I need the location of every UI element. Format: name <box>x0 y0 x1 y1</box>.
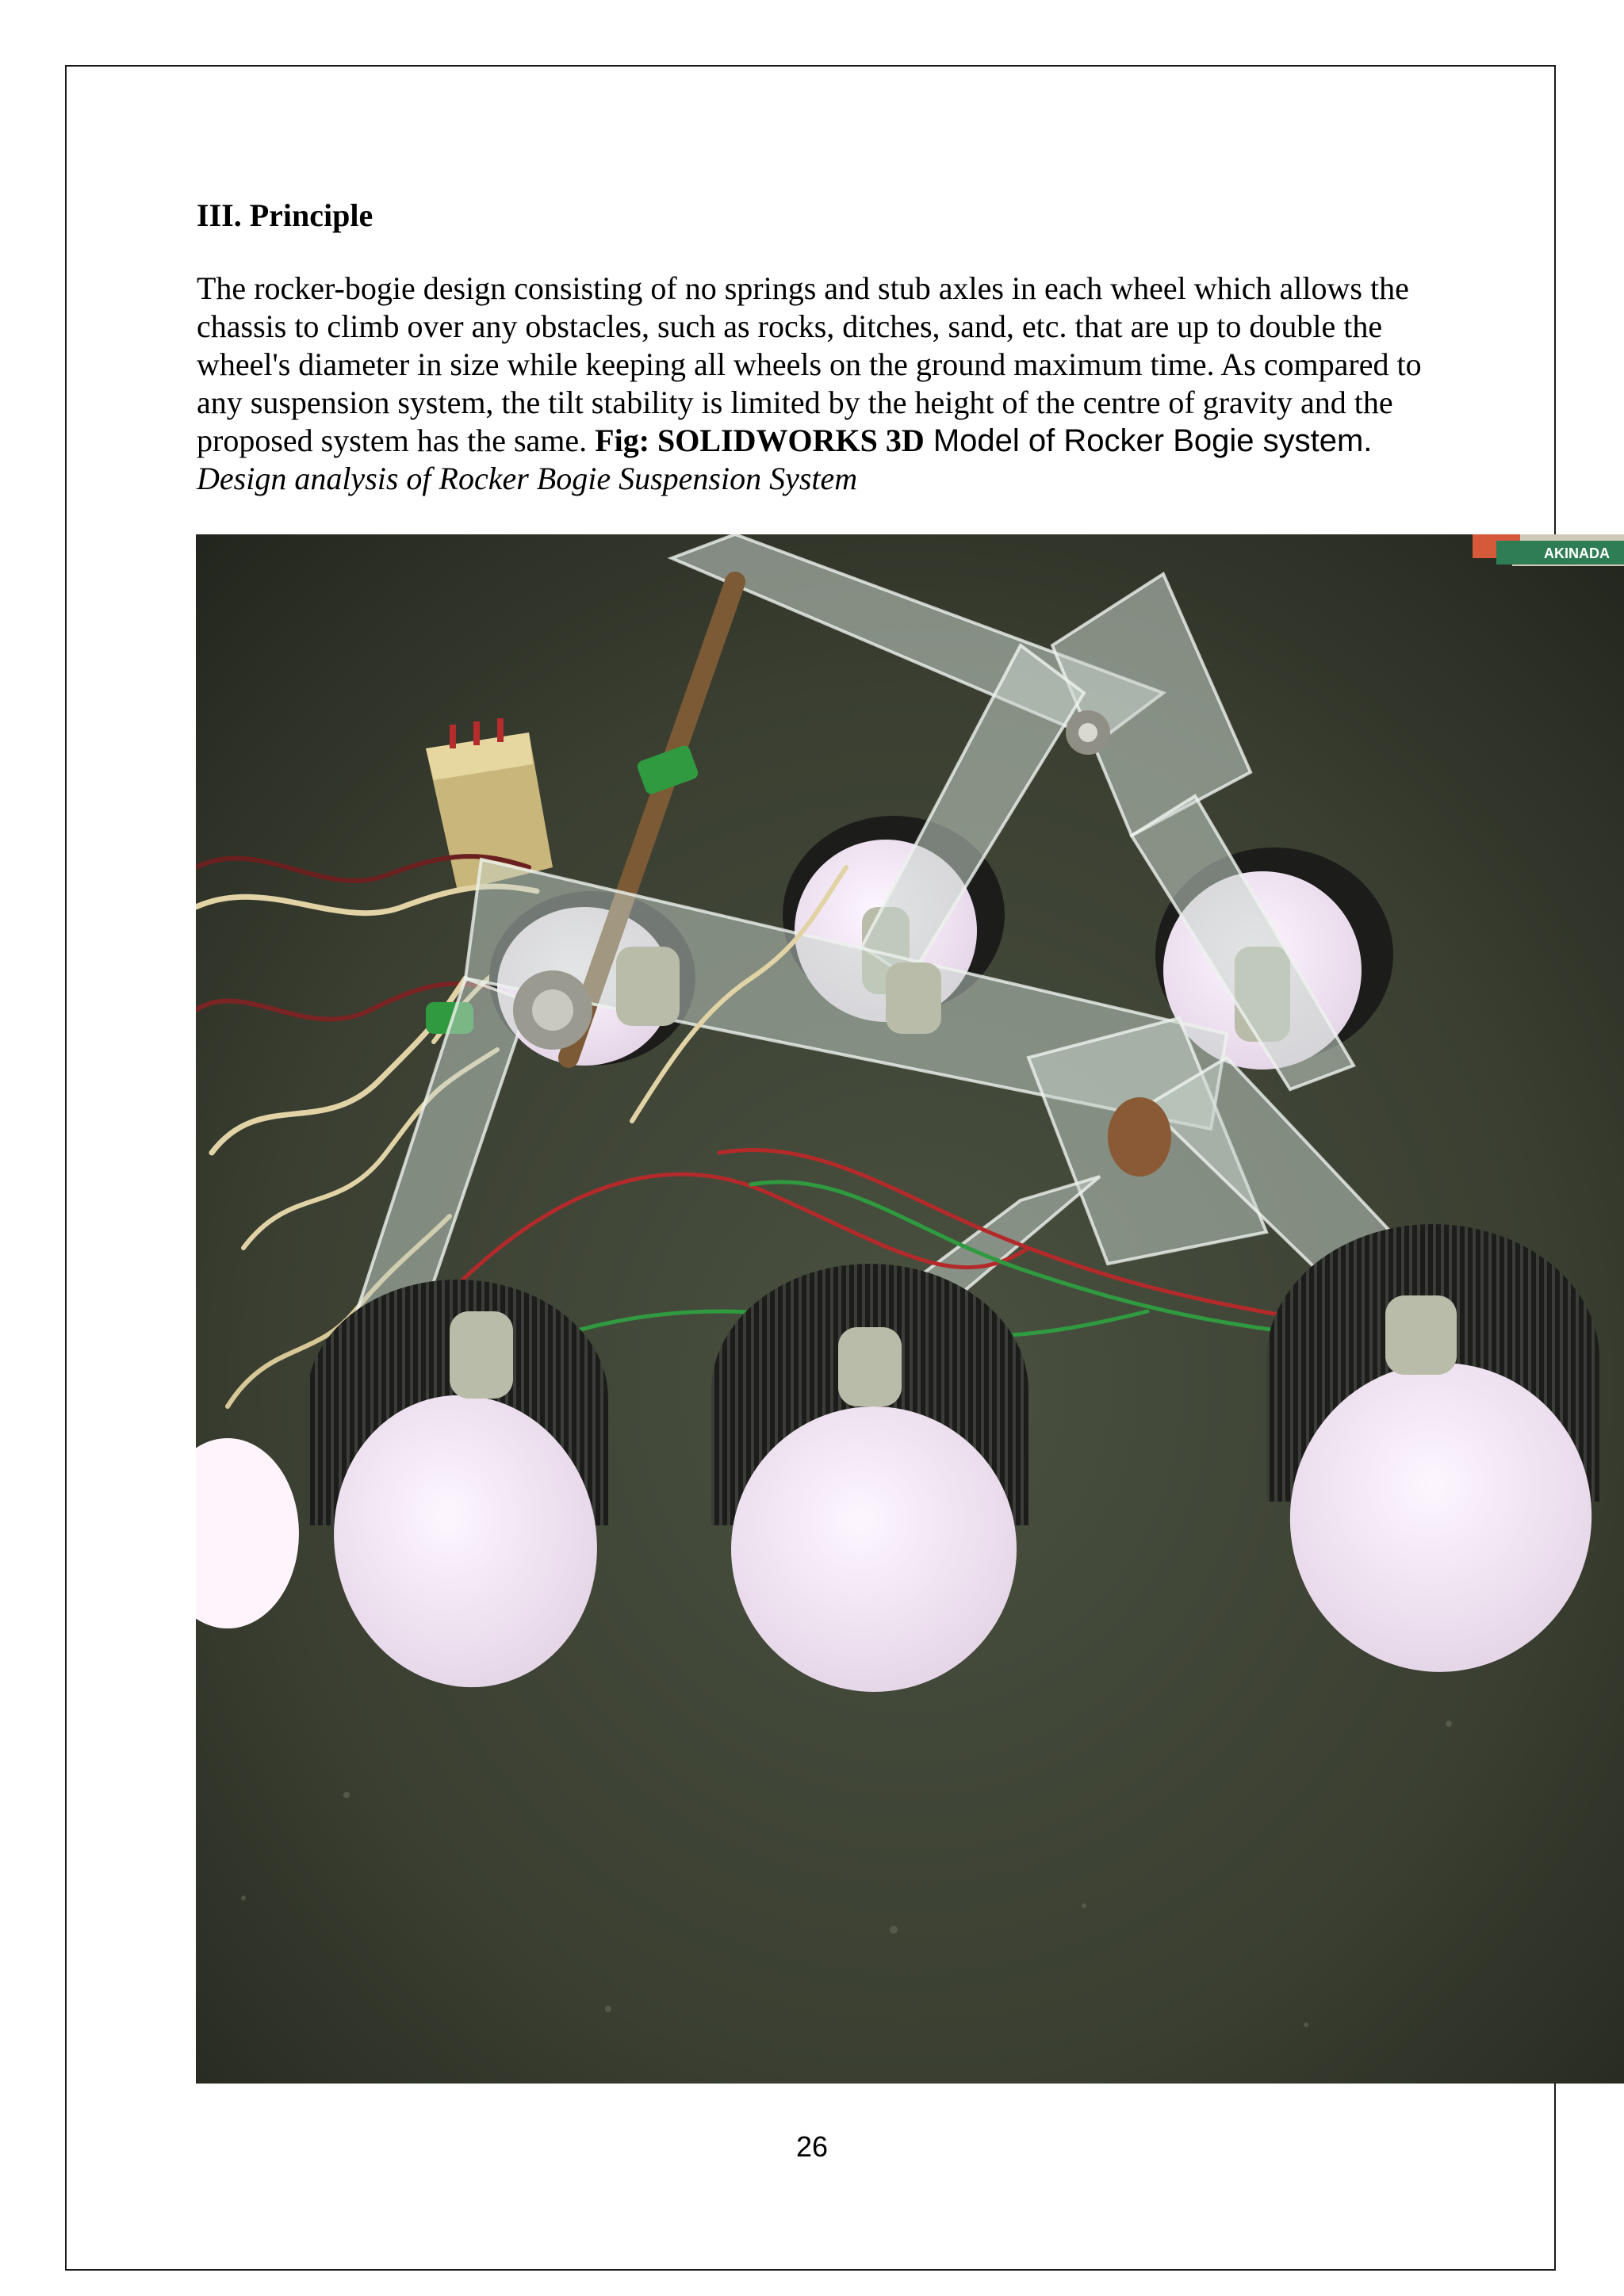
page-number: 26 <box>795 2130 829 2163</box>
front-wheel-center <box>711 1264 1028 1692</box>
body-paragraph <box>197 270 1442 498</box>
figure-caption-italic: Design analysis of Rocker Bogie Suspension System <box>197 461 858 496</box>
section-heading: III. Principle <box>197 197 373 233</box>
paragraph-text: The rocker-bogie design consisting of no springs and stub axles in each wheel which allows the chassis to climb over any obstacles, such as rocks, ditches, sand, etc. that are up to double the wheel's diameter in size while keeping all wheels on the ground maximum time. As compared to any suspension system, the tilt stability is limited by the height of the centre of gravity and the proposed system has the same. <box>197 270 1422 458</box>
figure-reference-bold: Fig: SOLIDWORKS 3D <box>595 423 925 458</box>
box-label: AKINADA <box>1544 545 1610 561</box>
rocker-bogie-photo <box>196 534 1624 2084</box>
paragraph-text-continued: Model of Rocker Bogie system. <box>924 423 1373 458</box>
